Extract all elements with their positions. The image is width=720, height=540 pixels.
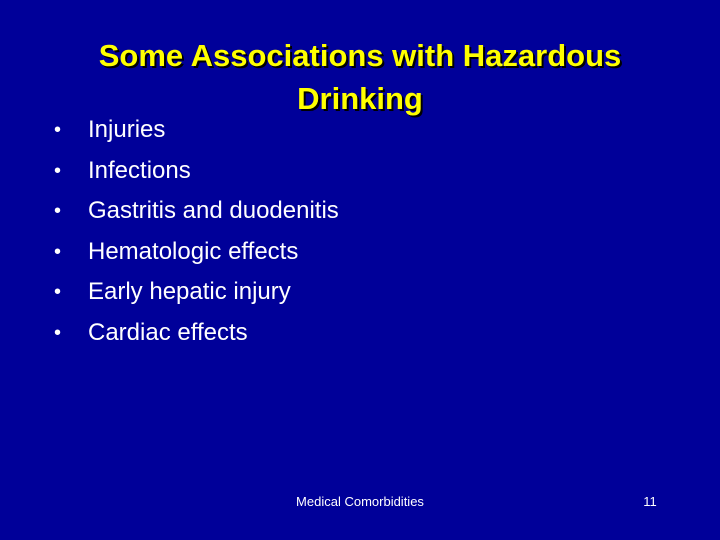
bullet-icon: • [54,281,62,303]
bullet-text: Cardiac effects [88,318,248,346]
slide-title: Some Associations with Hazardous Drinking [98,38,622,116]
bullet-icon: • [54,321,62,344]
bullet-icon: • [54,200,62,222]
bullet-icon: • [54,240,62,263]
page-number: 11 [643,494,657,509]
bullet-text: Hematologic effects [88,237,299,265]
slide-footer: Medical Comorbidities [296,494,424,509]
bullet-icon: • [54,159,62,182]
bullet-icon: • [54,119,62,141]
bullet-text: Infections [88,156,191,184]
bullet-text: Injuries [88,116,166,143]
bullet-text: Gastritis and duodenitis [88,197,339,224]
bullet-text: Early hepatic injury [88,278,291,305]
